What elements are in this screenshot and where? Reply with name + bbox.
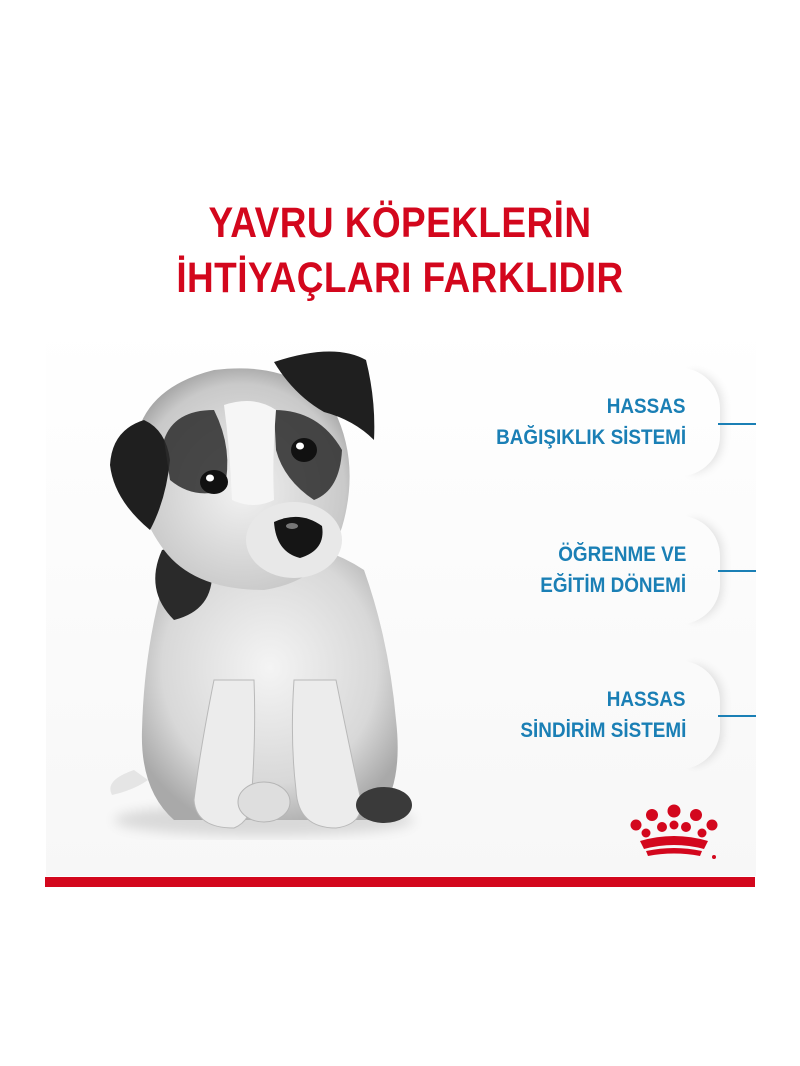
feature-learning-period	[452, 516, 712, 624]
feature-1-connector	[718, 423, 756, 425]
crown-icon	[626, 803, 722, 863]
headline-line-1: YAVRU KÖPEKLERİN	[208, 199, 592, 247]
feature-3-line-1: HASSAS	[607, 688, 686, 711]
feature-2-line-2: EĞİTİM DÖNEMİ	[540, 574, 686, 597]
feature-3-line-2: SİNDİRİM SİSTEMİ	[520, 719, 686, 742]
feature-immune-system	[452, 368, 712, 476]
puppy-image	[104, 350, 434, 840]
feature-3-connector	[718, 715, 756, 717]
feature-digestive-system	[452, 661, 712, 769]
feature-2-connector	[718, 570, 756, 572]
red-divider-bar	[45, 877, 755, 887]
feature-2-line-1: ÖĞRENME VE	[557, 543, 686, 566]
feature-1-line-1: HASSAS	[607, 395, 686, 418]
feature-1-line-2: BAĞIŞIKLIK SİSTEMİ	[495, 426, 686, 449]
headline-line-2: İHTİYAÇLARI FARKLIDIR	[176, 254, 624, 302]
headline	[56, 196, 744, 306]
